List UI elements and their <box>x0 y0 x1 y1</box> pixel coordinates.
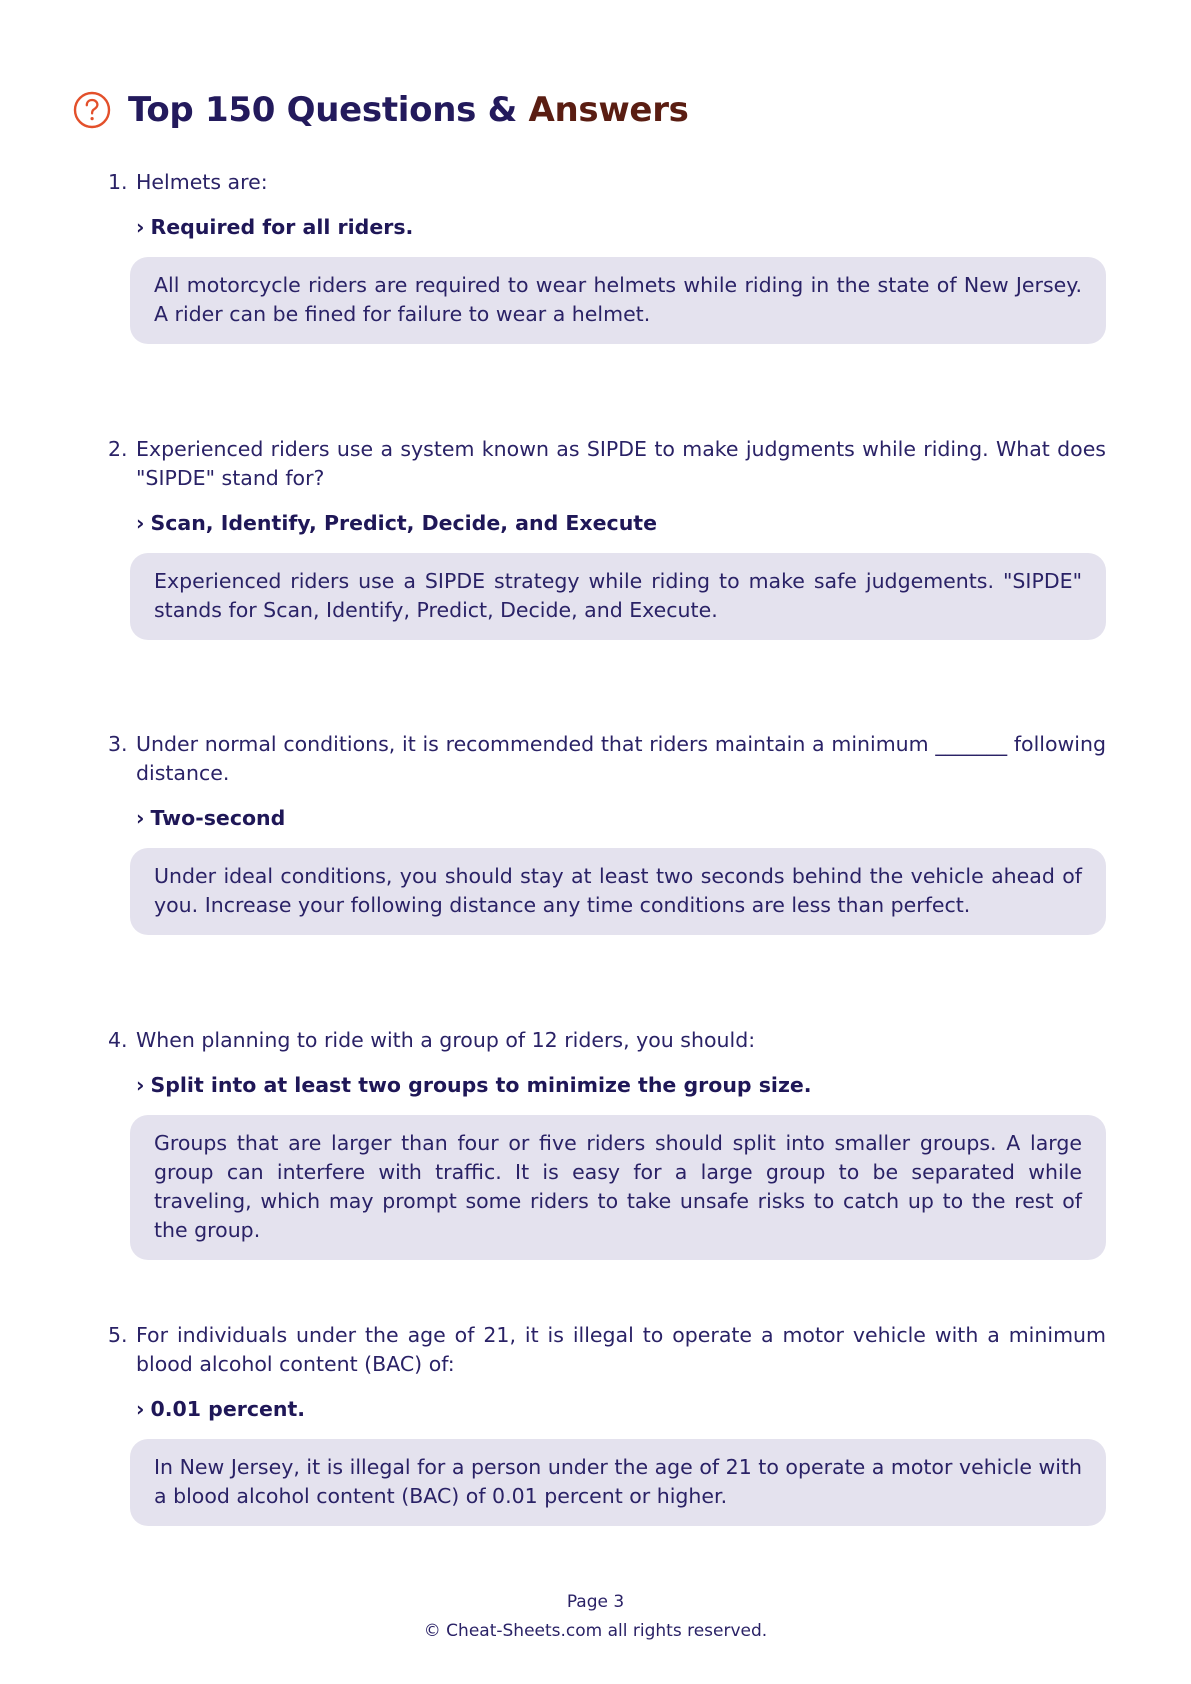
question-circle-icon <box>72 90 112 130</box>
page-title-main: Top 150 Questions & <box>128 90 529 130</box>
chevron-right-icon: › <box>136 511 145 535</box>
answer-text: Split into at least two groups to minimize the group size. <box>150 1073 812 1097</box>
question-text: Under normal conditions, it is recommended that riders maintain a minimum _______ following distance. <box>136 732 1106 785</box>
answer <box>136 213 1106 241</box>
question-row <box>100 435 1106 493</box>
answer <box>136 804 1106 832</box>
answer-text: Required for all riders. <box>150 215 414 239</box>
page-title <box>128 90 689 130</box>
page-header <box>72 84 689 136</box>
qa-item-2 <box>100 435 1106 640</box>
answer-text: 0.01 percent. <box>150 1397 306 1421</box>
question-row <box>100 1026 1106 1055</box>
explanation-box: Under ideal conditions, you should stay at least two seconds behind the vehicle ahead of you. Increase your following distance any time conditions are less than perfect. <box>130 848 1106 935</box>
answer <box>136 509 1106 537</box>
answer-text: Two-second <box>150 806 286 830</box>
answer <box>136 1071 1106 1099</box>
page-title-accent: Answers <box>528 90 689 130</box>
explanation-box: All motorcycle riders are required to wear helmets while riding in the state of New Jersey. A rider can be fined for failure to wear a helmet. <box>130 257 1106 344</box>
qa-item-1 <box>100 168 1106 344</box>
chevron-right-icon: › <box>136 1397 145 1421</box>
explanation-box: Groups that are larger than four or five riders should split into smaller groups. A large group can interfere with traffic. It is easy for a large group to be separated while traveling, which may prompt some riders to take unsafe risks to catch up to the rest of the group. <box>130 1115 1106 1260</box>
chevron-right-icon: › <box>136 806 145 830</box>
question-text: When planning to ride with a group of 12 riders, you should: <box>136 1028 756 1052</box>
question-row <box>100 730 1106 788</box>
explanation-box: In New Jersey, it is illegal for a person under the age of 21 to operate a motor vehicle with a blood alcohol content (BAC) of 0.01 percent or higher. <box>130 1439 1106 1526</box>
answer <box>136 1395 1106 1423</box>
question-row <box>100 168 1106 197</box>
question-text: Helmets are: <box>136 170 268 194</box>
explanation-box: Experienced riders use a SIPDE strategy while riding to make safe judgements. "SIPDE" stands for Scan, Identify, Predict, Decide, and Execute. <box>130 553 1106 640</box>
question-number: 1. <box>108 170 128 194</box>
question-number: 3. <box>108 732 128 756</box>
qa-item-5 <box>100 1321 1106 1526</box>
qa-item-4 <box>100 1026 1106 1260</box>
page-number: Page 3 <box>566 1592 625 1612</box>
question-text: Experienced riders use a system known as SIPDE to make judgments while riding. What does "SIPDE" stand for? <box>136 437 1106 490</box>
chevron-right-icon: › <box>136 1073 145 1097</box>
question-number: 5. <box>108 1323 128 1347</box>
chevron-right-icon: › <box>136 215 145 239</box>
question-number: 2. <box>108 437 128 461</box>
answer-text: Scan, Identify, Predict, Decide, and Execute <box>150 511 657 535</box>
question-number: 4. <box>108 1028 128 1052</box>
qa-item-3 <box>100 730 1106 935</box>
question-row <box>100 1321 1106 1379</box>
question-text: For individuals under the age of 21, it is illegal to operate a motor vehicle with a minimum blood alcohol content (BAC) of: <box>136 1323 1106 1376</box>
copyright-notice: © Cheat-Sheets.com all rights reserved. <box>423 1621 768 1641</box>
